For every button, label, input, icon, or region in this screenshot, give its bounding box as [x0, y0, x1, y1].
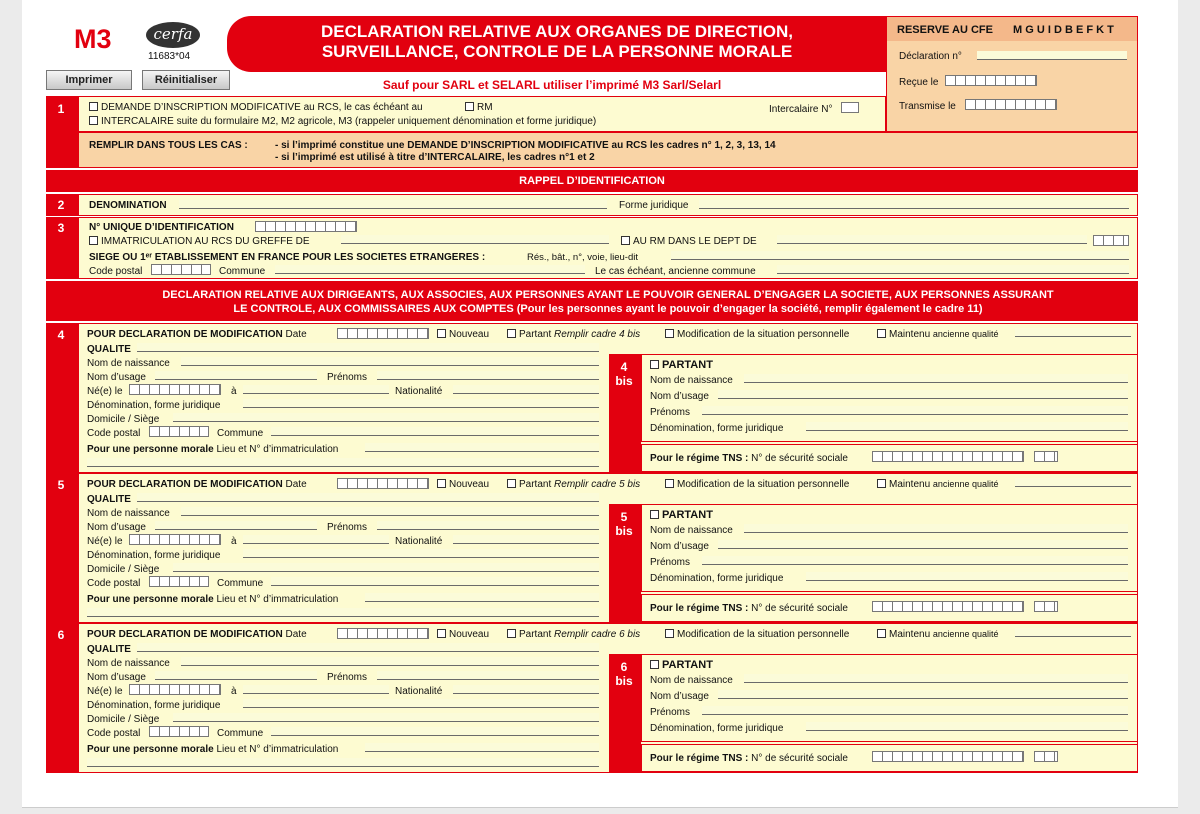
nouveau-label: Nouveau [449, 479, 490, 490]
cfe-transmise-label: Transmise le [899, 101, 956, 112]
bis-number-bg [609, 504, 641, 622]
denomination-label: DENOMINATION [89, 200, 167, 211]
securite-sociale-key-field[interactable] [1034, 601, 1058, 612]
nele-label: Né(e) le [87, 386, 123, 397]
commune-field[interactable] [275, 265, 585, 274]
bis-partant-checkbox[interactable] [650, 360, 659, 369]
cerfa-number: 11683*04 [148, 51, 191, 62]
securite-sociale-field[interactable] [872, 451, 1024, 462]
cfe-title: RESERVE AU CFE [897, 24, 993, 36]
ancienne-commune-label: Le cas échéant, ancienne commune [595, 266, 756, 277]
form-code: M3 [74, 24, 112, 54]
block-number-bg [46, 473, 78, 623]
a-label: à [231, 386, 237, 397]
ancienne-qualite-label: ancienne qualité [932, 629, 999, 639]
code-postal-field[interactable] [149, 426, 209, 437]
denomination-forme-field[interactable] [243, 399, 599, 408]
birth-date-field[interactable] [129, 684, 221, 695]
domicile-label: Domicile / Siège [87, 564, 160, 575]
nom-naissance-label: Nom de naissance [87, 508, 170, 519]
partant-panel [641, 654, 1138, 742]
intercalaire-label: Intercalaire N° [769, 104, 833, 115]
section-3-number: 3 [57, 221, 65, 235]
domicile-label: Domicile / Siège [87, 414, 160, 425]
remplir-cadre-number: 5 bis [619, 479, 641, 490]
denomination-forme-label: Dénomination, forme juridique [87, 550, 221, 561]
declaration-bar-line-2: LE CONTROLE, AUX COMMISSAIRES AUX COMPTES (Pour les personnes ayant le pouvoir d’engager la société, remplir également le cadre 11) [233, 303, 983, 315]
nom-usage-field[interactable] [155, 521, 317, 530]
nele-label: Né(e) le [87, 686, 123, 697]
nom-naissance-field[interactable] [181, 357, 599, 366]
bis-denomination-label: Dénomination, forme juridique [650, 423, 784, 434]
securite-sociale-key-field[interactable] [1034, 751, 1058, 762]
bis-prenoms-field[interactable] [702, 706, 1128, 715]
bis-number-bg [609, 654, 641, 772]
nationalite-field[interactable] [453, 685, 599, 694]
domicile-field[interactable] [173, 713, 599, 722]
intercalaire-text: INTERCALAIRE suite du formulaire M2, M2 agricole, M3 (rappeler uniquement dénomination et forme juridique) [101, 116, 597, 127]
cfe-box [886, 16, 1138, 132]
rm-dept-field[interactable] [777, 235, 1087, 244]
denomination-forme-field[interactable] [243, 699, 599, 708]
nouveau-checkbox[interactable] [437, 329, 446, 338]
date-label: Date [285, 479, 307, 490]
bis-partant-checkbox[interactable] [650, 510, 659, 519]
pm-lieu-field[interactable] [365, 743, 599, 752]
bis-nom-naissance-label: Nom de naissance [650, 375, 733, 386]
partant-checkbox[interactable] [507, 329, 516, 338]
nationalite-label: Nationalité [395, 536, 443, 547]
tns-label: N° de sécurité sociale [751, 603, 848, 614]
ancienne-qualite-label: ancienne qualité [932, 479, 999, 489]
denomination-field[interactable] [179, 200, 607, 209]
siege-detail-label: Rés., bât., n°, voie, lieu-dit [527, 252, 638, 263]
modification-label: Modification de la situation personnelle [677, 629, 850, 640]
bis-nom-usage-field[interactable] [718, 690, 1128, 699]
cfe-declaration-field[interactable] [977, 51, 1127, 60]
nom-naissance-label: Nom de naissance [87, 658, 170, 669]
print-button[interactable]: Imprimer [46, 70, 132, 90]
bis-number: 5 [620, 510, 628, 524]
bis-denomination-label: Dénomination, forme juridique [650, 573, 784, 584]
modification-date-field[interactable] [337, 328, 429, 339]
bis-nom-usage-label: Nom d’usage [650, 391, 709, 402]
block-panel [78, 323, 1138, 473]
birth-place-field[interactable] [243, 685, 389, 694]
code-postal-label: Code postal [87, 728, 141, 739]
ancienne-qualite-field[interactable] [1015, 478, 1131, 487]
bis-prenoms-label: Prénoms [650, 557, 691, 568]
nom-usage-label: Nom d’usage [87, 372, 146, 383]
declaration-bar-line-1: DECLARATION RELATIVE AUX DIRIGEANTS, AUX ASSOCIES, AUX PERSONNES AYANT LE POUVOIR GENERAL D’ENGAGER LA SOCIETE, AUX PERSONNES ASSURANT [162, 289, 1054, 301]
code-postal-field[interactable] [151, 264, 211, 275]
bis-partant-label: PARTANT [662, 359, 713, 371]
forme-field[interactable] [699, 200, 1129, 209]
remplir-label: REMPLIR DANS TOUS LES CAS : [89, 140, 248, 151]
securite-sociale-key-field[interactable] [1034, 451, 1058, 462]
prenoms-label: Prénoms [327, 372, 368, 383]
block-panel [78, 623, 1138, 773]
commune-label: Commune [217, 428, 264, 439]
immat-checkbox[interactable] [89, 236, 98, 245]
bis-prenoms-label: Prénoms [650, 707, 691, 718]
nationalite-label: Nationalité [395, 386, 443, 397]
tns-label-bold: Pour le régime TNS : [650, 453, 749, 464]
securite-sociale-field[interactable] [872, 751, 1024, 762]
modification-date-field[interactable] [337, 628, 429, 639]
birth-place-field[interactable] [243, 385, 389, 394]
subtitle: Sauf pour SARL et SELARL utiliser l’imprimé M3 Sarl/Selarl [382, 78, 722, 92]
cfe-declaration-label: Déclaration n° [899, 51, 962, 62]
section-2-number: 2 [57, 198, 65, 212]
maintenu-label: Maintenu [889, 479, 931, 490]
block-panel [78, 473, 1138, 623]
nom-naissance-field[interactable] [181, 657, 599, 666]
code-postal-field[interactable] [149, 726, 209, 737]
commune-field[interactable] [271, 577, 599, 586]
bis-label: bis [615, 374, 633, 388]
remplir-line-1: - si l’imprimé constitue une DEMANDE D’INSCRIPTION MODIFICATIVE au RCS les cadres n° 1, 2, 3, 13, 14 [275, 140, 776, 151]
partant-panel [641, 354, 1138, 442]
bis-denomination-field[interactable] [806, 572, 1128, 581]
pm-label: Lieu et N° d’immatriculation [216, 444, 339, 455]
qualite-field[interactable] [137, 643, 599, 652]
nouveau-checkbox[interactable] [437, 479, 446, 488]
block-number: 5 [57, 478, 65, 492]
rm-label: RM [477, 102, 493, 113]
form-sheet [22, 0, 1178, 808]
partant-label: Partant [519, 479, 552, 490]
pm-label: Lieu et N° d’immatriculation [216, 744, 339, 755]
commune-label: Commune [217, 728, 264, 739]
remplir-margin [46, 132, 78, 168]
cerfa-logo: cerfa [146, 22, 200, 48]
a-label: à [231, 536, 237, 547]
pm-immat-field[interactable] [87, 458, 599, 467]
remplir-box [78, 132, 1138, 168]
greffe-field[interactable] [341, 235, 609, 244]
numero-field[interactable] [255, 221, 357, 232]
bis-nom-naissance-label: Nom de naissance [650, 675, 733, 686]
nom-naissance-field[interactable] [181, 507, 599, 516]
nele-label: Né(e) le [87, 536, 123, 547]
block-number: 4 [57, 328, 65, 342]
bis-denomination-field[interactable] [806, 722, 1128, 731]
prenoms-field[interactable] [377, 371, 599, 380]
modification-checkbox[interactable] [665, 479, 674, 488]
remplir-cadre-label: Remplir cadre [554, 629, 617, 640]
title-line-1: DECLARATION RELATIVE AUX ORGANES DE DIRECTION, [321, 22, 793, 41]
declaration-bar [78, 281, 1138, 321]
title-line-2: SURVEILLANCE, CONTROLE DE LA PERSONNE MORALE [321, 42, 793, 61]
section-1 [78, 96, 886, 132]
bis-partant-label: PARTANT [662, 509, 713, 521]
reset-button[interactable]: Réinitialiser [142, 70, 230, 90]
remplir-cadre-number: 4 bis [619, 329, 641, 340]
pm-label-bold: Pour une personne morale [87, 444, 214, 455]
section-1-number-bg [46, 96, 78, 132]
intercalaire-checkbox[interactable] [89, 116, 98, 125]
cfe-transmise-date[interactable] [965, 99, 1057, 110]
remplir-cadre-label: Remplir cadre [554, 329, 617, 340]
cfe-recue-date[interactable] [945, 75, 1037, 86]
rm-dept-label: AU RM DANS LE DEPT DE [633, 236, 757, 247]
bis-nom-naissance-field[interactable] [744, 524, 1128, 533]
bis-number-bg [609, 354, 641, 472]
pour-decl-label: POUR DECLARATION DE MODIFICATION [87, 629, 283, 640]
denomination-forme-field[interactable] [243, 549, 599, 558]
intercalaire-number-field[interactable] [841, 102, 859, 113]
nom-usage-label: Nom d’usage [87, 672, 146, 683]
rm-dept-checkbox[interactable] [621, 236, 630, 245]
bis-label: bis [615, 524, 633, 538]
bis-prenoms-label: Prénoms [650, 407, 691, 418]
qualite-label: QUALITE [87, 494, 131, 505]
bis-number: 6 [620, 660, 628, 674]
pm-label-bold: Pour une personne morale [87, 594, 214, 605]
denomination-forme-label: Dénomination, forme juridique [87, 400, 221, 411]
modification-checkbox[interactable] [665, 329, 674, 338]
pm-label: Lieu et N° d’immatriculation [216, 594, 339, 605]
remplir-cadre-label: Remplir cadre [554, 479, 617, 490]
a-label: à [231, 686, 237, 697]
declaration-margin [46, 281, 78, 321]
partant-label: Partant [519, 629, 552, 640]
bis-nom-usage-field[interactable] [718, 540, 1128, 549]
modification-checkbox[interactable] [665, 629, 674, 638]
numero-label: N° UNIQUE D’IDENTIFICATION [89, 222, 234, 233]
maintenu-checkbox[interactable] [877, 629, 886, 638]
immat-label: IMMATRICULATION AU RCS DU GREFFE DE [101, 236, 310, 247]
maintenu-label: Maintenu [889, 629, 931, 640]
modification-date-field[interactable] [337, 478, 429, 489]
rm-checkbox[interactable] [465, 102, 474, 111]
pm-lieu-field[interactable] [365, 443, 599, 452]
birth-date-field[interactable] [129, 534, 221, 545]
commune-field[interactable] [271, 427, 599, 436]
bis-nom-naissance-field[interactable] [744, 674, 1128, 683]
qualite-field[interactable] [137, 493, 599, 502]
demande-checkbox[interactable] [89, 102, 98, 111]
domicile-field[interactable] [173, 563, 599, 572]
nouveau-label: Nouveau [449, 329, 490, 340]
maintenu-checkbox[interactable] [877, 479, 886, 488]
tns-panel [641, 444, 1138, 472]
bis-number: 4 [620, 360, 628, 374]
partant-panel [641, 504, 1138, 592]
tns-label-bold: Pour le régime TNS : [650, 753, 749, 764]
tns-label-bold: Pour le régime TNS : [650, 603, 749, 614]
domicile-label: Domicile / Siège [87, 714, 160, 725]
pour-decl-label: POUR DECLARATION DE MODIFICATION [87, 479, 283, 490]
rappel-bar: RAPPEL D’IDENTIFICATION [46, 170, 1138, 192]
partant-label: Partant [519, 329, 552, 340]
nom-usage-label: Nom d’usage [87, 522, 146, 533]
date-label: Date [285, 329, 307, 340]
domicile-field[interactable] [173, 413, 599, 422]
maintenu-checkbox[interactable] [877, 329, 886, 338]
bis-prenoms-field[interactable] [702, 556, 1128, 565]
nom-usage-field[interactable] [155, 671, 317, 680]
siege-label: SIEGE OU 1ᵉʳ ETABLISSEMENT EN FRANCE POUR LES SOCIETES ETRANGERES : [89, 252, 486, 263]
commune-label: Commune [217, 578, 264, 589]
birth-place-field[interactable] [243, 535, 389, 544]
tns-label: N° de sécurité sociale [751, 453, 848, 464]
nationalite-field[interactable] [453, 535, 599, 544]
nationalite-field[interactable] [453, 385, 599, 394]
commune-field[interactable] [271, 727, 599, 736]
prenoms-label: Prénoms [327, 672, 368, 683]
dept-code-field[interactable] [1093, 235, 1129, 246]
demande-label: DEMANDE D’INSCRIPTION MODIFICATIVE au RCS, le cas échéant au [101, 102, 423, 113]
nouveau-checkbox[interactable] [437, 629, 446, 638]
modification-label: Modification de la situation personnelle [677, 479, 850, 490]
ancienne-commune-field[interactable] [777, 265, 1129, 274]
commune-label: Commune [219, 266, 266, 277]
cfe-recue-label: Reçue le [899, 77, 939, 88]
cfe-letters: M G U I D B E F K T [1013, 24, 1114, 36]
section-1-number: 1 [57, 102, 65, 116]
bis-nom-usage-field[interactable] [718, 390, 1128, 399]
pm-immat-field[interactable] [87, 608, 599, 617]
code-postal-field[interactable] [149, 576, 209, 587]
bis-nom-usage-label: Nom d’usage [650, 541, 709, 552]
ancienne-qualite-label: ancienne qualité [932, 329, 999, 339]
nom-usage-field[interactable] [155, 371, 317, 380]
prenoms-field[interactable] [377, 671, 599, 680]
prenoms-label: Prénoms [327, 522, 368, 533]
remplir-cadre-number: 6 bis [619, 629, 641, 640]
bis-partant-checkbox[interactable] [650, 660, 659, 669]
qualite-label: QUALITE [87, 644, 131, 655]
bis-nom-naissance-field[interactable] [744, 374, 1128, 383]
bis-denomination-label: Dénomination, forme juridique [650, 723, 784, 734]
partant-checkbox[interactable] [507, 629, 516, 638]
bis-nom-usage-label: Nom d’usage [650, 691, 709, 702]
bis-label: bis [615, 674, 633, 688]
pm-immat-field[interactable] [87, 758, 599, 767]
section-2-number-bg [46, 194, 78, 216]
remplir-line-2: - si l’imprimé est utilisé à titre d’INTERCALAIRE, les cadres n°1 et 2 [275, 152, 595, 163]
qualite-label: QUALITE [87, 344, 131, 355]
code-postal-label: Code postal [89, 266, 143, 277]
nom-naissance-label: Nom de naissance [87, 358, 170, 369]
nationalite-label: Nationalité [395, 686, 443, 697]
section-3-number-bg [46, 217, 78, 279]
block-number-bg [46, 623, 78, 773]
block-number: 6 [57, 628, 65, 642]
block-number-bg [46, 323, 78, 473]
qualite-field[interactable] [137, 343, 599, 352]
ancienne-qualite-field[interactable] [1015, 328, 1131, 337]
bis-nom-naissance-label: Nom de naissance [650, 525, 733, 536]
tns-panel [641, 594, 1138, 622]
modification-label: Modification de la situation personnelle [677, 329, 850, 340]
maintenu-label: Maintenu [889, 329, 931, 340]
birth-date-field[interactable] [129, 384, 221, 395]
tns-panel [641, 744, 1138, 772]
code-postal-label: Code postal [87, 428, 141, 439]
bis-prenoms-field[interactable] [702, 406, 1128, 415]
denomination-forme-label: Dénomination, forme juridique [87, 700, 221, 711]
partant-checkbox[interactable] [507, 479, 516, 488]
pm-label-bold: Pour une personne morale [87, 744, 214, 755]
pm-lieu-field[interactable] [365, 593, 599, 602]
pour-decl-label: POUR DECLARATION DE MODIFICATION [87, 329, 283, 340]
ancienne-qualite-field[interactable] [1015, 628, 1131, 637]
nouveau-label: Nouveau [449, 629, 490, 640]
section-3 [78, 217, 1138, 279]
title-banner [227, 16, 887, 72]
siege-address-field[interactable] [671, 251, 1129, 260]
bis-partant-label: PARTANT [662, 659, 713, 671]
forme-label: Forme juridique [619, 200, 689, 211]
securite-sociale-field[interactable] [872, 601, 1024, 612]
bis-denomination-field[interactable] [806, 422, 1128, 431]
tns-label: N° de sécurité sociale [751, 753, 848, 764]
code-postal-label: Code postal [87, 578, 141, 589]
prenoms-field[interactable] [377, 521, 599, 530]
date-label: Date [285, 629, 307, 640]
section-2 [78, 194, 1138, 216]
